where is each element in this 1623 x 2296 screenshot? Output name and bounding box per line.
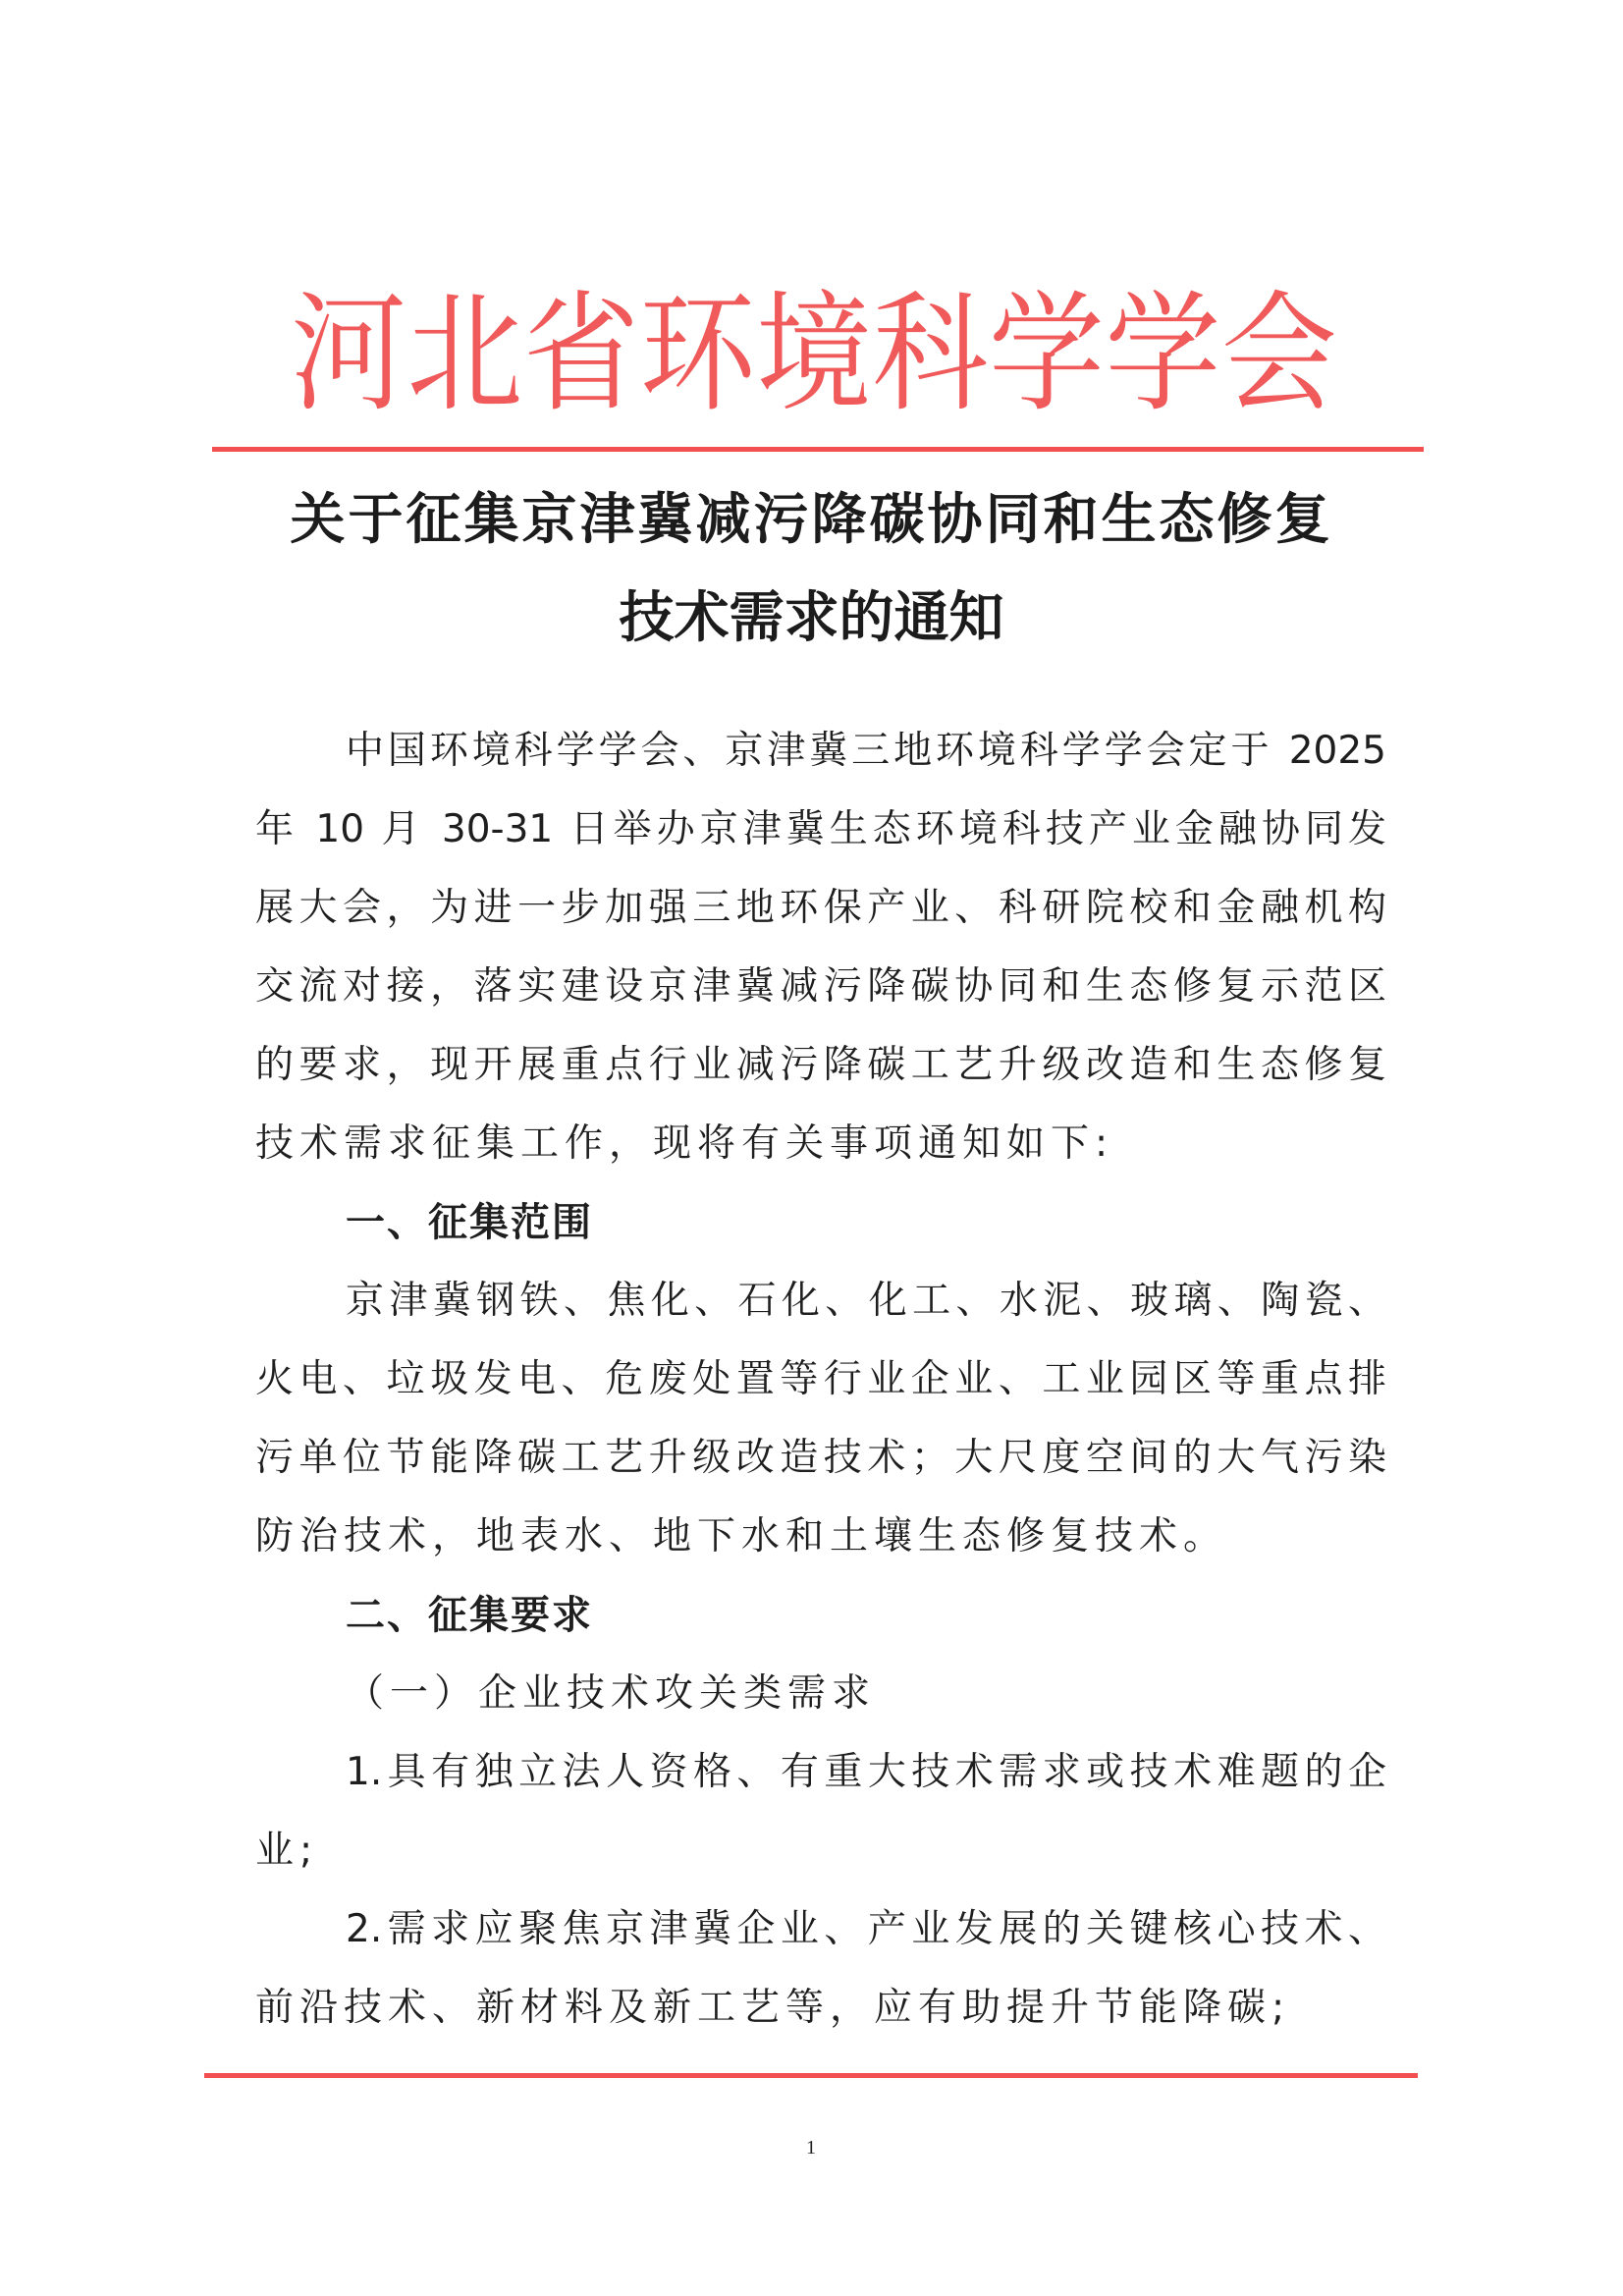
paragraph-line: 火电、垃圾发电、危废处置等行业企业、工业园区等重点排 (255, 1357, 1386, 1401)
letterhead-char: 境 (755, 277, 870, 430)
letterhead-char: 学 (1105, 277, 1219, 430)
paragraph-line: 防治技术，地表水、地下水和土壤生态修复技术。 (255, 1514, 1228, 1558)
notice-title-line-2: 技术需求的通知 (619, 585, 1004, 650)
list-item-line: 前沿技术、新材料及新工艺等，应有助提升节能降碳; (255, 1986, 1291, 2030)
paragraph-line: 交流对接，落实建设京津冀减污降碳协同和生态修复示范区 (255, 964, 1386, 1009)
paragraph-line: 污单位节能降碳工艺升级改造技术；大尺度空间的大气污染 (255, 1436, 1386, 1480)
paragraph-line: 技术需求征集工作，现将有关事项通知如下: (255, 1121, 1114, 1166)
footer-divider (204, 2073, 1418, 2078)
letterhead-char: 省 (522, 277, 637, 430)
letterhead-char: 科 (872, 277, 987, 430)
notice-title-line-1: 关于征集京津冀减污降碳协同和生态修复 (290, 487, 1333, 552)
section-heading-scope: 一、征集范围 (346, 1200, 593, 1245)
letterhead-char: 学 (988, 277, 1103, 430)
letterhead-char: 会 (1220, 277, 1335, 430)
page-number: 1 (806, 2137, 816, 2159)
list-item-line: 2.需求应聚焦京津冀企业、产业发展的关键核心技术、 (346, 1907, 1386, 1951)
letterhead-char: 环 (639, 277, 754, 430)
paragraph-line: 展大会，为进一步加强三地环保产业、科研院校和金融机构 (255, 886, 1386, 930)
list-item-line: 业; (255, 1829, 319, 1873)
paragraph-line: 年 10 月 30-31 日举办京津冀生态环境科技产业金融协同发 (255, 807, 1386, 851)
list-item-line: 1.具有独立法人资格、有重大技术需求或技术难题的企 (346, 1750, 1386, 1794)
paragraph-line: 的要求，现开展重点行业减污降碳工艺升级改造和生态修复 (255, 1043, 1386, 1087)
paragraph-line: 中国环境科学学会、京津冀三地环境科学学会定于 2025 (346, 729, 1386, 773)
letterhead-char: 北 (406, 277, 521, 430)
paragraph-line: 京津冀钢铁、焦化、石化、化工、水泥、玻璃、陶瓷、 (346, 1279, 1386, 1323)
letterhead-char: 河 (291, 277, 406, 430)
subsection-heading: （一）企业技术攻关类需求 (346, 1671, 877, 1716)
organization-letterhead (291, 277, 1335, 431)
letterhead-divider (212, 447, 1424, 452)
section-heading-requirements: 二、征集要求 (346, 1593, 593, 1638)
